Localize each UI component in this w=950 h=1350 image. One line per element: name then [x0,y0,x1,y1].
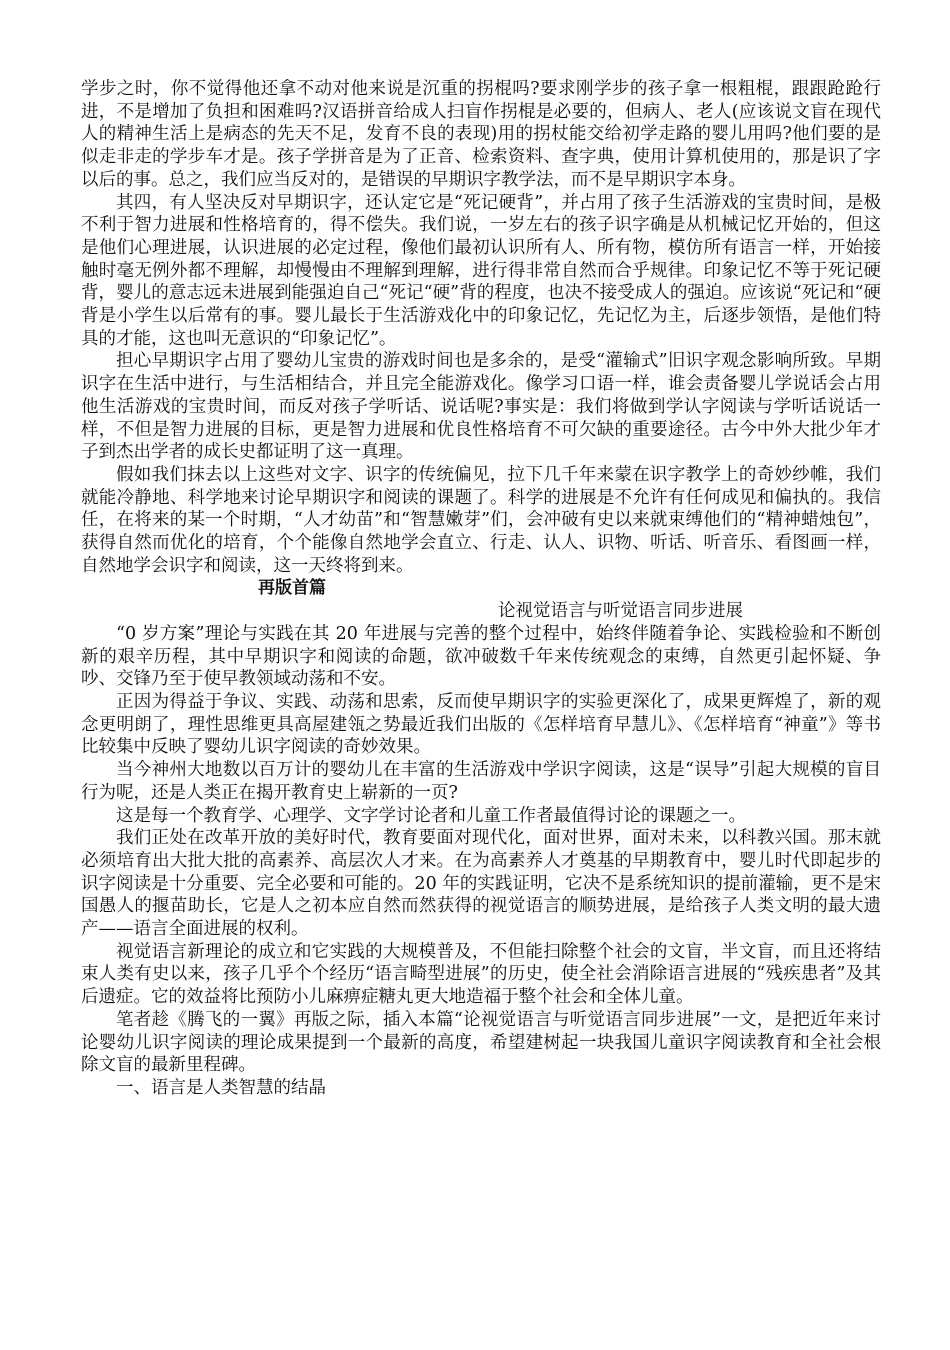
chapter-subtitle: 论视觉语言与听觉语言同步进展 [498,601,743,622]
paragraph: 担心早期识字占用了婴幼儿宝贵的游戏时间也是多余的，是受“灌输式”旧识字观念影响所致。早期识字在生活中进行，与生活相结合，并且完全能游戏化。像学习口语一样，谁会责备婴儿学说话会占用他生活游戏的宝贵时间，而反对孩子学听话、说话呢?事实是：我们将做到学认字阅读与学听话说话一样，不但是智力进展的目标，更是智力进展和优良性格培育不可欠缺的重要途径。古今中外大批少年才子到杰出学者的成长史都证明了这一真理。 [81,351,881,463]
paragraph: 假如我们抹去以上这些对文字、识字的传统偏见，拉下几千年来蒙在识字教学上的奇妙纱帷，我们就能冷静地、科学地来讨论早期识字和阅读的课题了。科学的进展是不允许有任何成见和偏执的。我信任，在将来的某一个时期，“人才幼苗”和“智慧嫩芽”们，会冲破有史以来就束缚他们的“精神蜡烛包”，获得自然而优化的培育，个个能像自然地学会直立、行走、认人、识物、听话、听音乐、看图画一样，自然地学会识字和阅读，这一天终将到来。 [81,464,881,576]
document-page [81,78,881,1100]
section-title: 一、语言是人类智慧的结晶 [116,1077,326,1098]
paragraph: 笔者趁《腾飞的一翼》再版之际，插入本篇“论视觉语言与听觉语言同步进展”一文，是把近年来讨论婴幼儿识字阅读的理论成果提到一个最新的高度，希望建树起一块我国儿童识字阅读教育和全社会根除文盲的最新里程碑。 [81,1009,881,1076]
paragraph: 这是每一个教育学、心理学、文字学讨论者和儿童工作者最值得讨论的课题之一。 [116,805,746,826]
chapter-heading: 再版首篇 [258,578,326,599]
paragraph: “0 岁方案”理论与实践在其 20 年进展与完善的整个过程中，始终伴随着争论、实践检验和不断创新的艰辛历程，其中早期识字和阅读的命题，欲冲破数千年来传统观念的束缚，自然更引起怀疑、争吵、交锋乃至于使早教领域动荡和不安。 [81,623,881,690]
paragraph-continued: 学步之时，你不觉得他还拿不动对他来说是沉重的拐棍吗?要求刚学步的孩子拿一根粗棍，跟跟跄跄行进，不是增加了负担和困难吗?汉语拼音给成人扫盲作拐棍是必要的，但病人、老人(应该说文盲在现代人的精神生活上是病态的先天不足，发育不良的表现)用的拐杖能交给初学走路的婴儿用吗?他们要的是似走非走的学步车才是。孩子学拼音是为了正音、检索资料、查字典，使用计算机使用的，那是识了字以后的事。总之，我们应当反对的，是错误的早期识字教学法，而不是早期识字本身。 [81,79,881,190]
paragraph: 视觉语言新理论的成立和它实践的大规模普及，不但能扫除整个社会的文盲，半文盲，而且还将结束人类有史以来，孩子几乎个个经历“语言畸型进展”的历史，使全社会消除语言进展的“残疾患者”及其后遗症。它的效益将比预防小儿麻痹症糖丸更大地造福于整个社会和全体儿童。 [81,941,881,1008]
paragraph: 我们正处在改革开放的美好时代，教育要面对现代化，面对世界，面对未来，以科教兴国。那末就必须培育出大批大批的高素养、高层次人才来。在为高素养人才奠基的早期教育中，婴儿时代即起步的识字阅读是十分重要、完全必要和可能的。20 年的实践证明，它决不是系统知识的提前灌输，更不是宋国愚人的揠苗助长，它是人之初本应自然而然获得的视觉语言的顺势进展，是给孩子人类文明的最大遗产——语言全面进展的权利。 [81,828,881,940]
paragraph: 正因为得益于争议、实践、动荡和思索，反而使早期识字的实验更深化了，成果更辉煌了，新的观念更明朗了，理性思维更具高屋建瓴之势最近我们出版的《怎样培育早慧儿》、《怎样培育“神童”》等书比较集中反映了婴幼儿识字阅读的奇妙效果。 [81,691,881,758]
paragraph: 当今神州大地数以百万计的婴幼儿在丰富的生活游戏中学识字阅读，这是“误导”引起大规模的盲目行为呢，还是人类正在揭开教育史上崭新的一页? [81,760,881,803]
paragraph: 其四，有人坚决反对早期识字，还认定它是“死记硬背”，并占用了孩子生活游戏的宝贵时间，是极不利于智力进展和性格培育的，得不偿失。我们说，一岁左右的孩子识字确是从机械记忆开始的，但这是他们心理进展，认识进展的必定过程，像他们最初认识所有人、所有物，模仿所有语言一样，开始接触时毫无例外都不理解，却慢慢由不理解到理解，进行得非常自然而合乎规律。印象记忆不等于死记硬背，婴儿的意志远未进展到能强迫自己“死记“硬”背的程度，也决不接受成人的强迫。应该说“死记和“硬背是小学生以后常有的事。婴儿最长于生活游戏化中的印象记忆，先记忆为主，后逐步领悟，是他们特具的才能，这也叫无意识的“印象记忆”。 [81,192,881,349]
